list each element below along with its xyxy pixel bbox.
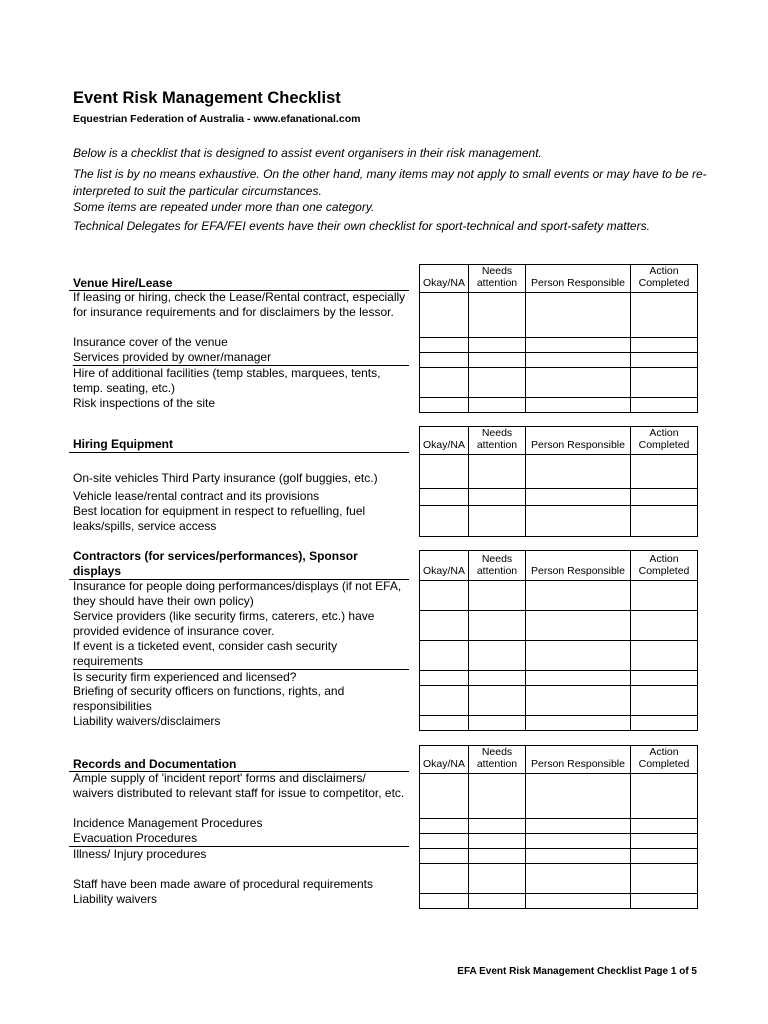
column-action-completed — [631, 265, 698, 293]
section-title: Venue Hire/Lease — [73, 276, 173, 290]
checklist-row — [420, 455, 698, 489]
checklist-row — [420, 398, 698, 413]
checklist-row — [420, 864, 698, 894]
column-action-completed — [631, 427, 698, 455]
checklist-grid — [419, 550, 698, 731]
section-divider — [69, 846, 409, 847]
checklist-row — [420, 489, 698, 506]
column-person-responsible: Person Responsible — [526, 427, 631, 455]
checklist-item: Liability waivers/disclaimers — [73, 714, 221, 728]
checklist-item: Insurance cover of the venue — [73, 335, 228, 349]
checklist-row — [420, 506, 698, 537]
column-label-line: Completed — [638, 439, 690, 451]
checklist-row — [420, 611, 698, 641]
checklist-grid — [419, 264, 698, 413]
column-label-line: Needs — [481, 553, 513, 565]
checklist-row — [420, 338, 698, 353]
column-label-line: attention — [476, 439, 518, 451]
column-label-line: Completed — [638, 758, 690, 770]
column-person-responsible: Person Responsible — [526, 746, 631, 774]
checklist-item: Ample supply of 'incident report' forms and disclaimers/ waivers distributed to relevant staff for issue to competitor, etc. — [73, 771, 405, 800]
column-label-line: attention — [476, 758, 518, 770]
section-title: Records and Documentation — [73, 757, 237, 771]
column-person-responsible: Person Responsible — [526, 265, 631, 293]
intro-paragraph-1: Below is a checklist that is designed to assist event organisers in their risk management. — [73, 146, 542, 160]
column-label-line: Completed — [638, 277, 690, 289]
checklist-row — [420, 849, 698, 864]
checklist-row — [420, 671, 698, 686]
checklist-item: Liability waivers — [73, 892, 158, 906]
intro-paragraph-4: Technical Delegates for EFA/FEI events have their own checklist for sport-technical and sport-safety matters. — [73, 219, 650, 233]
column-okay-na: Okay/NA — [420, 265, 469, 293]
column-label-line: attention — [476, 277, 518, 289]
checklist-grid — [419, 426, 698, 537]
checklist-item: Best location for equipment in respect to refuelling, fuel leaks/spills, service access — [73, 504, 366, 533]
checklist-item: Service providers (like security firms, caterers, etc.) have provided evidence of insurance cover. — [73, 609, 375, 638]
page-footer: EFA Event Risk Management Checklist Page 1 of 5 — [457, 966, 697, 977]
column-label-line: Action — [649, 427, 679, 439]
checklist-row — [420, 834, 698, 849]
checklist-item: If leasing or hiring, check the Lease/Rental contract, especially for insurance requirements and for disclaimers by the lessor. — [73, 290, 406, 319]
column-label-line: Completed — [638, 565, 690, 577]
column-okay-na: Okay/NA — [420, 427, 469, 455]
column-action-completed — [631, 551, 698, 581]
column-label-line: Needs — [481, 265, 513, 277]
checklist-row — [420, 819, 698, 834]
column-okay-na: Okay/NA — [420, 746, 469, 774]
checklist-item: Hire of additional facilities (temp stables, marquees, tents, temp. seating, etc.) — [73, 366, 381, 395]
checklist-row — [420, 641, 698, 671]
checklist-item: If event is a ticketed event, consider cash security requirements — [73, 639, 409, 670]
checklist-item: Illness/ Injury procedures — [73, 847, 207, 861]
column-label-line: Needs — [481, 427, 513, 439]
checklist-grid — [419, 745, 698, 909]
section-title: Hiring Equipment — [73, 437, 173, 451]
checklist-row — [420, 293, 698, 338]
checklist-row — [420, 774, 698, 819]
column-label-line: attention — [476, 565, 518, 577]
document-subtitle: Equestrian Federation of Australia - www.efanational.com — [73, 113, 361, 125]
checklist-item: Incidence Management Procedures — [73, 816, 263, 830]
column-label-line: Action — [649, 265, 679, 277]
intro-paragraph-3: Some items are repeated under more than one category. — [73, 200, 375, 214]
section-divider — [69, 452, 409, 453]
checklist-item: Risk inspections of the site — [73, 396, 216, 410]
column-needs-attention — [469, 551, 526, 581]
checklist-item: Insurance for people doing performances/displays (if not EFA, they should have their own policy) — [73, 579, 402, 608]
checklist-item: Vehicle lease/rental contract and its provisions — [73, 489, 320, 503]
column-person-responsible: Person Responsible — [526, 551, 631, 581]
intro-paragraph-2: The list is by no means exhaustive. On the other hand, many items may not apply to small events or may have to be re-interpreted to suit the particular circumstances. — [73, 167, 707, 198]
checklist-item: Is security firm experienced and licensed? — [73, 670, 297, 684]
checklist-row — [420, 894, 698, 909]
checklist-row — [420, 368, 698, 398]
column-action-completed — [631, 746, 698, 774]
column-label-line: Needs — [481, 746, 513, 758]
column-label-line: Action — [649, 553, 679, 565]
column-needs-attention — [469, 746, 526, 774]
checklist-row — [420, 581, 698, 611]
column-okay-na: Okay/NA — [420, 551, 469, 581]
checklist-item: On-site vehicles Third Party insurance (golf buggies, etc.) — [73, 471, 378, 485]
column-needs-attention — [469, 265, 526, 293]
checklist-row — [420, 353, 698, 368]
checklist-item: Briefing of security officers on functions, rights, and responsibilities — [73, 684, 345, 713]
column-needs-attention — [469, 427, 526, 455]
checklist-item: Staff have been made aware of procedural requirements — [73, 877, 373, 891]
section-title: Contractors (for services/performances), Sponsor displays — [73, 549, 358, 578]
checklist-item: Services provided by owner/manager — [73, 350, 409, 366]
column-label-line: Action — [649, 746, 679, 758]
checklist-row — [420, 716, 698, 731]
checklist-row — [420, 686, 698, 716]
checklist-item: Evacuation Procedures — [73, 831, 198, 845]
document-title: Event Risk Management Checklist — [73, 89, 341, 107]
